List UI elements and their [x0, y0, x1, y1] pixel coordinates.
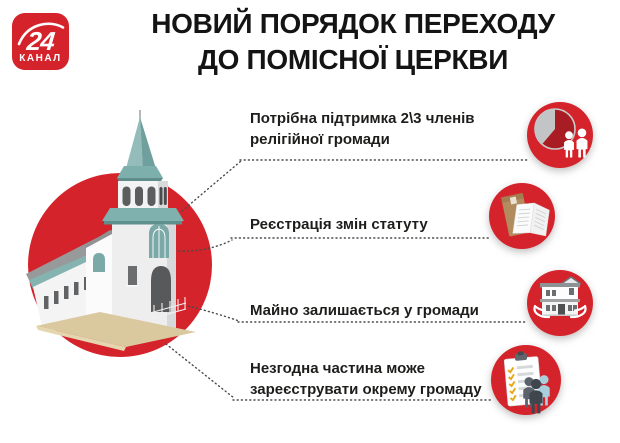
tower-gothic-window [149, 224, 169, 258]
church-door [151, 266, 171, 312]
spire [125, 117, 143, 172]
tower [112, 225, 176, 330]
house-in-hands-icon [527, 270, 593, 336]
list-item-1-text: Потрібна підтримка 2\3 членів релігійної громади [250, 110, 475, 148]
connector-line-2 [179, 240, 232, 251]
railing [150, 297, 186, 319]
belfry [118, 181, 168, 209]
nave-roof [26, 226, 122, 284]
nave-roof-trim [29, 240, 122, 289]
tower-small-window [128, 266, 137, 285]
title-line-2: ДО ПОМІСНОЇ ЦЕРКВИ [197, 44, 509, 75]
connector-line-4 [166, 344, 234, 398]
documents-icon [489, 183, 555, 249]
belfry-windows [123, 187, 167, 207]
connector-line-3 [188, 306, 239, 321]
title-line-1: НОВИЙ ПОРЯДОК ПЕРЕХОДУ [151, 8, 555, 39]
list-item-3-text: Майно залишається у громади [250, 302, 479, 319]
gable-arch-window [93, 253, 105, 272]
spire-finial [139, 110, 140, 120]
church [26, 110, 196, 351]
list-item-2-text: Реєстрація змін статуту [250, 216, 428, 233]
logo-number: 24 [25, 26, 56, 56]
connector-line-1 [182, 161, 241, 211]
channel-24-logo [12, 13, 69, 70]
page-title [86, 6, 620, 78]
list-item-4-text: Незгодна частина може зареєструвати окрему громаду [250, 360, 482, 398]
nave-windows [44, 277, 89, 309]
checklist-people-icon [491, 345, 561, 415]
spire-eave [117, 166, 163, 178]
gable-roof [84, 230, 122, 253]
gable-wall [86, 234, 112, 333]
pie-chart-people-icon [527, 102, 593, 168]
nave-wall [33, 245, 122, 326]
tower-cornice [102, 208, 184, 221]
ground [36, 312, 196, 347]
red-circle [28, 173, 212, 357]
logo-text: КАНАЛ [19, 53, 62, 64]
